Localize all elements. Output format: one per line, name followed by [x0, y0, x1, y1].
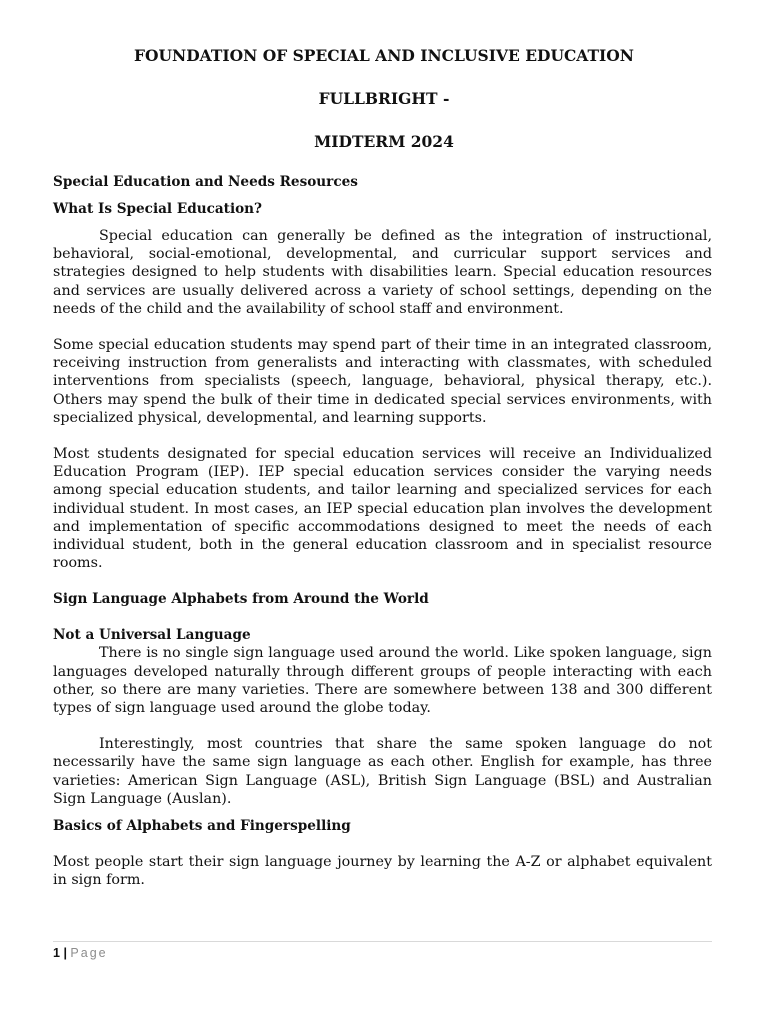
- paragraph-definition: Special education can generally be defined as the integration of instructional, behavioral, social-emotional, developmental, and curricular support services and strategies designed to help students with disabilities learn. Special education resources and services are usually delivered across a variety of school settings, depending on the needs of the child and the availability of school staff and environment.: [53, 228, 712, 317]
- section-heading-sign-language: Sign Language Alphabets from Around the World: [53, 591, 429, 608]
- section-heading-fingerspelling: Basics of Alphabets and Fingerspelling: [53, 818, 351, 835]
- paragraph-alphabet-start: Most people start their sign language journey by learning the A-Z or alphabet equivalent in sign form.: [53, 854, 712, 889]
- subheading-what-is-special-education: What Is Special Education?: [53, 201, 263, 217]
- paragraph-iep: Most students designated for special education services will receive an Individualized Education Program (IEP). IEP special education services consider the varying needs among special education students, and tailor learning and specialized services for each individual student. In most cases, an IEP special education plan involves the development and implementation of specific accommodations designed to meet the needs of each individual student, both in the general education classroom and in specialist resource rooms.: [53, 446, 712, 572]
- paragraph-english-varieties: Interestingly, most countries that share the same spoken language do not necessarily have the same sign language as each other. English for example, has three varieties: American Sign Language (ASL), British Sign Language (BSL) and Australian Sign Language (Auslan).: [53, 736, 712, 807]
- document-subtitle: FULLBRIGHT -: [318, 89, 450, 108]
- document-title: FOUNDATION OF SPECIAL AND INCLUSIVE EDUCATION: [134, 46, 634, 65]
- page-label: Page: [70, 946, 108, 960]
- footer-separator: |: [63, 946, 67, 960]
- paragraph-no-single-language: There is no single sign language used around the world. Like spoken language, sign languages developed naturally through different groups of people interacting with each other, so there are many varieties. There are somewhere between 138 and 300 different types of sign language used around the globe today.: [53, 645, 712, 717]
- document-exam-label: MIDTERM 2024: [314, 132, 454, 151]
- subheading-not-universal: Not a Universal Language: [53, 627, 251, 644]
- document-body: [53, 173, 712, 889]
- paragraph-integrated-classroom: Some special education students may spend part of their time in an integrated classroom, receiving instruction from generalists and interacting with classmates, with scheduled interventions from specialists (speech, language, behavioral, physical therapy, etc.). Others may spend the bulk of their time in dedicated special services environments, with specialized physical, developmental, and learning supports.: [53, 337, 712, 426]
- section-heading-special-education: Special Education and Needs Resources: [53, 174, 358, 190]
- page-number: 1: [53, 946, 60, 960]
- page-footer: [53, 941, 712, 961]
